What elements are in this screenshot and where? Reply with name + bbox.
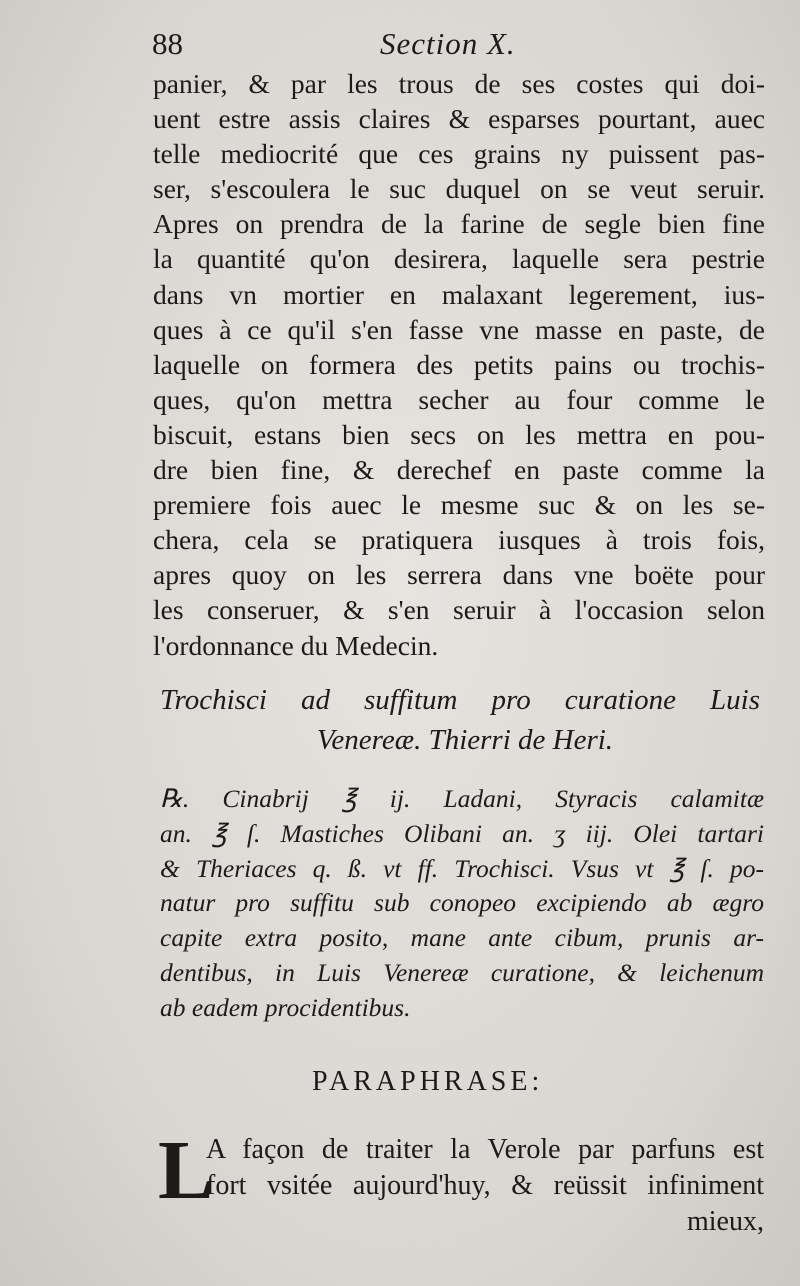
recipe-line: dentibus, in Luis Venereæ curatione, & leichenum	[160, 957, 764, 987]
page-header	[152, 26, 762, 66]
catchword: mieux,	[687, 1206, 764, 1237]
running-title: Section X.	[380, 26, 516, 61]
text-line: l'ordonnance du Medecin.	[153, 629, 439, 661]
recipe-line: ab eadem procidentibus.	[160, 992, 411, 1022]
text-line: uent estre assis claires & esparses pourtant, auec	[153, 103, 765, 135]
text-line: ques, qu'on mettra secher au four comme le	[153, 383, 765, 415]
text-line: dans vn mortier en malaxant legerement, ius-	[153, 278, 765, 310]
text-line: premiere fois auec le mesme suc & on les se-	[153, 489, 765, 521]
text-line: biscuit, estans bien secs on les mettra en pou-	[153, 418, 765, 450]
page-number: 88	[152, 26, 183, 61]
text-line: ques à ce qu'il s'en fasse vne masse en paste, de	[153, 313, 765, 345]
body-paragraph	[153, 66, 765, 663]
text-line: laquelle on formera des petits pains ou trochis-	[153, 348, 765, 380]
text-line: Apres on prendra de la farine de segle bien fine	[153, 208, 765, 240]
text-line: A façon de traiter la Verole par parfuns est	[206, 1134, 764, 1165]
text-line: apres quoy on les serrera dans vne boëte pour	[153, 559, 765, 591]
paraphrase-heading: PARAPHRASE:	[312, 1066, 544, 1097]
recipe-line: capite extra posito, mane ante cibum, prunis ar-	[160, 923, 764, 953]
recipe-title-line: Venereæ. Thierri de Heri.	[316, 724, 614, 756]
paraphrase-paragraph	[158, 1124, 764, 1240]
recipe-line: natur pro suffitu sub conopeo excipiendo ab ægro	[160, 888, 764, 918]
recipe-line: ℞. Cinabrij ℥ ij. Ladani, Styracis calamitæ	[160, 784, 764, 813]
recipe-line: & Theriaces q. ß. vt ff. Trochisci. Vsus vt ℥ ſ. po-	[160, 853, 764, 883]
text-line: telle mediocrité que ces grains ny puissent pas-	[153, 138, 765, 170]
text-line: ser, s'escoulera le suc duquel on se veut seruir.	[153, 173, 765, 205]
drop-cap: L	[158, 1124, 215, 1217]
recipe-line: an. ℥ ſ. Mastiches Olibani an. ʒ iij. Olei tartari	[160, 818, 764, 848]
recipe-title-line: Trochisci ad suffitum pro curatione Luis	[160, 684, 760, 716]
recipe-title	[160, 680, 760, 760]
text-line: les conseruer, & s'en seruir à l'occasion selon	[153, 594, 765, 626]
text-line: fort vsitée aujourd'huy, & reüssit infiniment	[206, 1170, 764, 1201]
text-line: la quantité qu'on desirera, laquelle sera pestrie	[153, 243, 765, 275]
text-line: panier, & par les trous de ses costes qui doi-	[153, 68, 765, 99]
recipe-text	[160, 782, 764, 1026]
text-line: dre bien fine, & derechef en paste comme la	[153, 454, 765, 486]
text-line: chera, cela se pratiquera iusques à trois fois,	[153, 524, 765, 556]
